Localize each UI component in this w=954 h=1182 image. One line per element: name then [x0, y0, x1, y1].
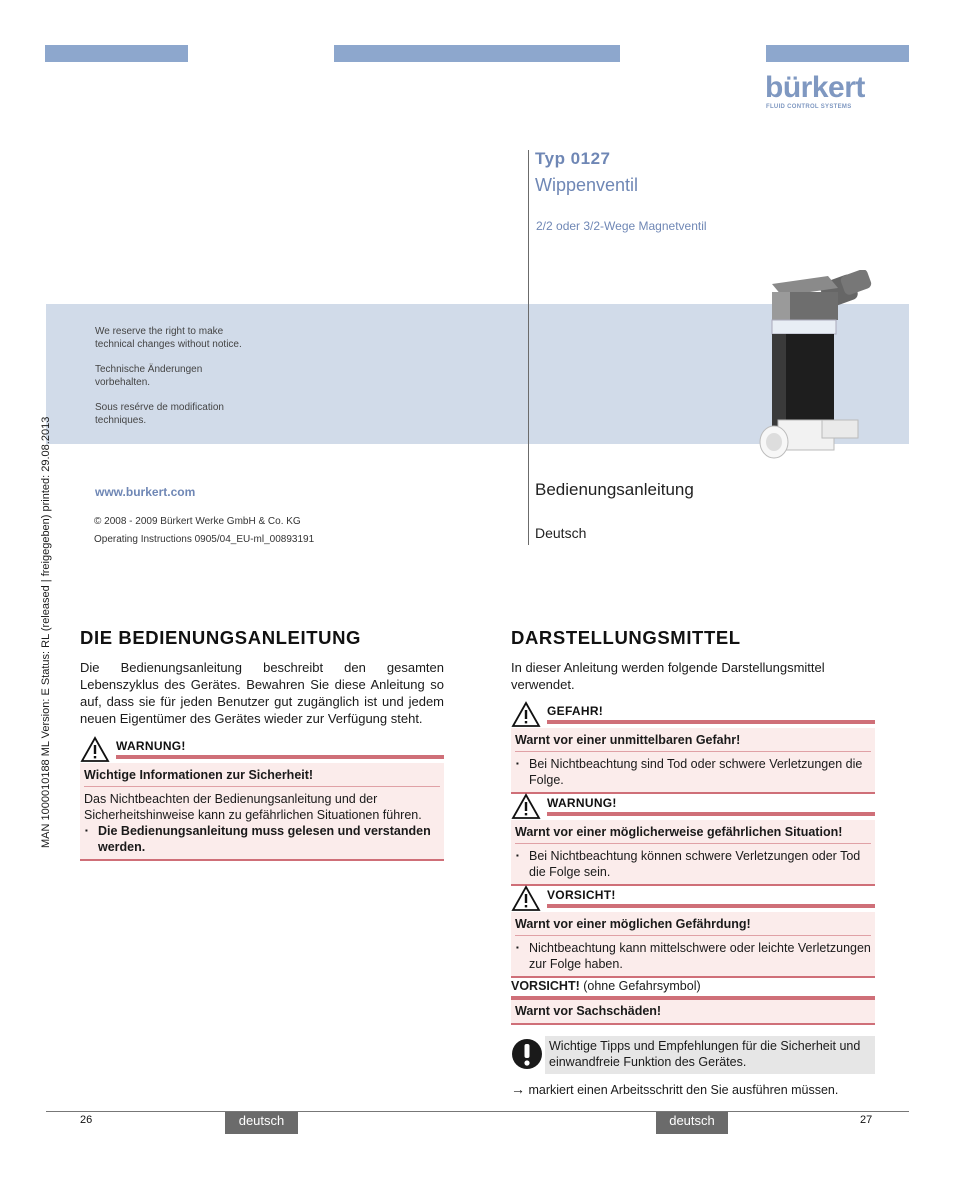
- left-heading: DIE BEDIENUNGSANLEITUNG: [80, 627, 362, 648]
- warning-rule: [116, 755, 444, 759]
- top-bar-right: [766, 45, 909, 62]
- document-type: Bedienungsanleitung: [535, 480, 694, 499]
- warnung-divider: [515, 843, 871, 844]
- vorsicht2-suffix: (ohne Gefahrsymbol): [579, 979, 701, 993]
- copyright: © 2008 - 2009 Bürkert Werke GmbH & Co. KG: [94, 516, 301, 527]
- warning-label: WARNUNG!: [116, 739, 186, 753]
- brand-tagline: FLUID CONTROL SYSTEMS: [766, 104, 852, 110]
- warning-divider: [84, 786, 440, 787]
- tip-box: [511, 1036, 875, 1076]
- gefahr-bullet: ▪ Bei Nichtbeachtung sind Tod oder schwere Verletzungen die Folge.: [515, 756, 871, 788]
- warning-heading: Wichtige Informationen zur Sicherheit!: [84, 768, 314, 782]
- gefahr-label: GEFAHR!: [547, 704, 604, 718]
- warning-icon: [511, 793, 541, 820]
- warnung-bullet: ▪ Bei Nichtbeachtung können schwere Verletzungen oder Tod die Folge sein.: [515, 848, 871, 880]
- step-line: [511, 1081, 838, 1097]
- warning-bullet: ▪ Die Bedienungsanleitung muss gelesen und verstanden werden.: [84, 823, 440, 855]
- brand-name: bürkert: [765, 71, 865, 104]
- vorsicht-heading: Warnt vor einer möglichen Gefährdung!: [515, 917, 751, 931]
- vertical-meta: MAN 1000010188 ML Version: E Status: RL (released | freigegeben) printed: 29.08.2013: [40, 416, 52, 848]
- document-language: Deutsch: [535, 525, 587, 541]
- danger-icon: [511, 701, 541, 728]
- vorsicht-rule: [547, 904, 875, 908]
- vorsicht2-box: [511, 1000, 875, 1025]
- product-subtitle: 2/2 oder 3/2-Wege Magnetventil: [536, 219, 707, 233]
- vorsicht-label: VORSICHT!: [547, 888, 616, 902]
- valve-image: [752, 270, 892, 470]
- cover-divider: [528, 150, 529, 545]
- notice-en: We reserve the right to make technical changes without notice.: [95, 326, 242, 350]
- document-id: Operating Instructions 0905/04_EU-ml_00893191: [94, 534, 315, 545]
- gefahr-heading: Warnt vor einer unmittelbaren Gefahr!: [515, 733, 741, 747]
- product-title: Wippenventil: [535, 175, 639, 195]
- tip-text: Wichtige Tipps und Empfehlungen für die Sicherheit und einwandfreie Funktion des Gerätes.: [549, 1039, 861, 1069]
- product-type: Typ 0127: [535, 149, 611, 168]
- page-number-left: 26: [80, 1114, 93, 1126]
- warning-icon: [80, 736, 110, 763]
- language-tag-left: deutsch: [225, 1112, 298, 1134]
- warning-text: Das Nichtbeachten der Bedienungsanleitung und der Sicherheitshinweise kann zu gefährlichen Situationen führen.: [84, 792, 422, 822]
- warnung-heading: Warnt vor einer möglicherweise gefährlichen Situation!: [515, 825, 843, 839]
- warnung-rule: [547, 812, 875, 816]
- right-heading: DARSTELLUNGSMITTEL: [511, 627, 741, 648]
- gefahr-divider: [515, 751, 871, 752]
- exclamation-icon: [511, 1038, 543, 1070]
- left-warning-box: [80, 736, 444, 861]
- footer-rule: [46, 1111, 909, 1112]
- gefahr-box: [511, 701, 875, 794]
- warnung-box: [511, 793, 875, 886]
- page-number-right: 27: [860, 1114, 873, 1126]
- warnung-label: WARNUNG!: [547, 796, 617, 810]
- arrow-icon: →: [511, 1081, 525, 1097]
- vorsicht2-label: VORSICHT!: [511, 979, 580, 993]
- right-intro: In dieser Anleitung werden folgende Darstellungsmittel verwendet.: [511, 660, 825, 692]
- top-bar-left: [45, 45, 188, 62]
- vorsicht-bullet: ▪ Nichtbeachtung kann mittelschwere oder leichte Verletzungen zur Folge haben.: [515, 940, 871, 972]
- language-tag-right: deutsch: [656, 1112, 728, 1134]
- vorsicht2-heading: Warnt vor Sachschäden!: [515, 1004, 662, 1018]
- notice-de: Technische Änderungen vorbehalten.: [95, 364, 203, 388]
- vorsicht-divider: [515, 935, 871, 936]
- vorsicht-box: [511, 885, 875, 978]
- step-text: markiert einen Arbeitsschritt den Sie ausführen müssen.: [528, 1083, 839, 1097]
- vorsicht2-title: [511, 979, 701, 993]
- caution-icon: [511, 885, 541, 912]
- website-link[interactable]: www.burkert.com: [95, 485, 196, 499]
- gefahr-rule: [547, 720, 875, 724]
- top-bar-center: [334, 45, 620, 62]
- notice-fr: Sous resérve de modification techniques.: [95, 402, 224, 426]
- left-intro: Die Bedienungsanleitung beschreibt den gesamten Lebenszyklus des Gerätes. Bewahren Sie diese Anleitung so auf, dass sie für jeden Benutzer gut zugänglich ist und jedem neuen Eigentümer des Gerätes wieder zur Verfügung steht.: [80, 660, 444, 726]
